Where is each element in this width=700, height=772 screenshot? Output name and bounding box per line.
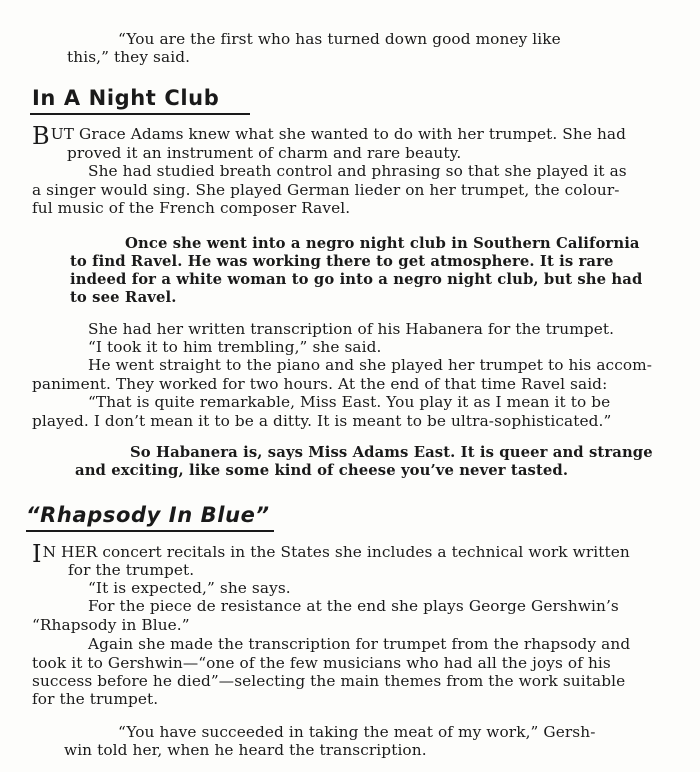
section-heading-night-club: In A Night Club bbox=[32, 86, 220, 110]
s1-p7-line-2: played. I don’t mean it to be a ditty. It is meant to be ultra-sophisticated.” bbox=[32, 412, 612, 430]
intro-line-1: “You are the first who has turned down good money like bbox=[118, 30, 561, 48]
s1-p3-line-2: to find Ravel. He was working there to get atmosphere. It is rare bbox=[70, 253, 614, 270]
heading-underline bbox=[30, 113, 250, 115]
s1-p2-line-1: She had studied breath control and phrasing so that she played it as bbox=[88, 162, 627, 180]
s2-p1-line-2: for the trumpet. bbox=[68, 561, 195, 579]
section-heading-rhapsody: “Rhapsody In Blue” bbox=[26, 503, 270, 527]
s2-p2-line-1: “It is expected,” she says. bbox=[88, 579, 291, 597]
s2-p5-line-1: “You have succeeded in taking the meat of my work,” Gersh- bbox=[118, 723, 596, 741]
s2-p3-line-1: For the piece de resistance at the end she plays George Gershwin’s bbox=[88, 597, 619, 615]
s2-p4-line-1: Again she made the transcription for trumpet from the rhapsody and bbox=[88, 635, 631, 653]
s1-p1-line-1-text: UT Grace Adams knew what she wanted to do with her trumpet. She had bbox=[50, 125, 627, 143]
s1-p3-line-4: to see Ravel. bbox=[70, 289, 177, 306]
s1-p2-line-3: ful music of the French composer Ravel. bbox=[32, 199, 351, 217]
s2-p3-line-2: “Rhapsody in Blue.” bbox=[32, 616, 190, 634]
s2-p4-line-4: for the trumpet. bbox=[32, 690, 159, 708]
s1-p8-line-2: and exciting, like some kind of cheese you’ve never tasted. bbox=[75, 462, 569, 479]
s2-p5-line-2: win told her, when he heard the transcription. bbox=[64, 741, 427, 759]
s1-p6-line-1: He went straight to the piano and she played her trumpet to his accom- bbox=[88, 356, 653, 374]
s2-p1-line-1 bbox=[32, 540, 630, 568]
s1-p3-line-3: indeed for a white woman to go into a negro night club, but she had bbox=[70, 271, 643, 288]
intro-line-2: this,” they said. bbox=[67, 48, 191, 66]
s1-p6-line-2: paniment. They worked for two hours. At the end of that time Ravel said: bbox=[32, 375, 608, 393]
s1-p5-line-1: “I took it to him trembling,” she said. bbox=[88, 338, 382, 356]
dropcap-b: B bbox=[32, 122, 50, 150]
s1-p3-line-1: Once she went into a negro night club in Southern California bbox=[125, 235, 640, 252]
s1-p8-line-1: So Habanera is, says Miss Adams East. It is queer and strange bbox=[130, 444, 653, 461]
s1-p1-line-2: proved it an instrument of charm and rare beauty. bbox=[67, 144, 462, 162]
s2-p1-line-1-text: N HER concert recitals in the States she includes a technical work written bbox=[42, 543, 630, 561]
s1-p7-line-1: “That is quite remarkable, Miss East. You play it as I mean it to be bbox=[88, 393, 611, 411]
s1-p4-line-1: She had her written transcription of his Habanera for the trumpet. bbox=[88, 320, 615, 338]
s1-p1-line-1 bbox=[32, 122, 627, 150]
dropcap-i: I bbox=[32, 540, 42, 568]
s2-p4-line-2: took it to Gershwin—“one of the few musicians who had all the joys of his bbox=[32, 654, 611, 672]
s1-p2-line-2: a singer would sing. She played German lieder on her trumpet, the colour- bbox=[32, 181, 620, 199]
s2-p4-line-3: success before he died”—selecting the main themes from the work suitable bbox=[32, 672, 626, 690]
heading-underline bbox=[26, 530, 274, 532]
